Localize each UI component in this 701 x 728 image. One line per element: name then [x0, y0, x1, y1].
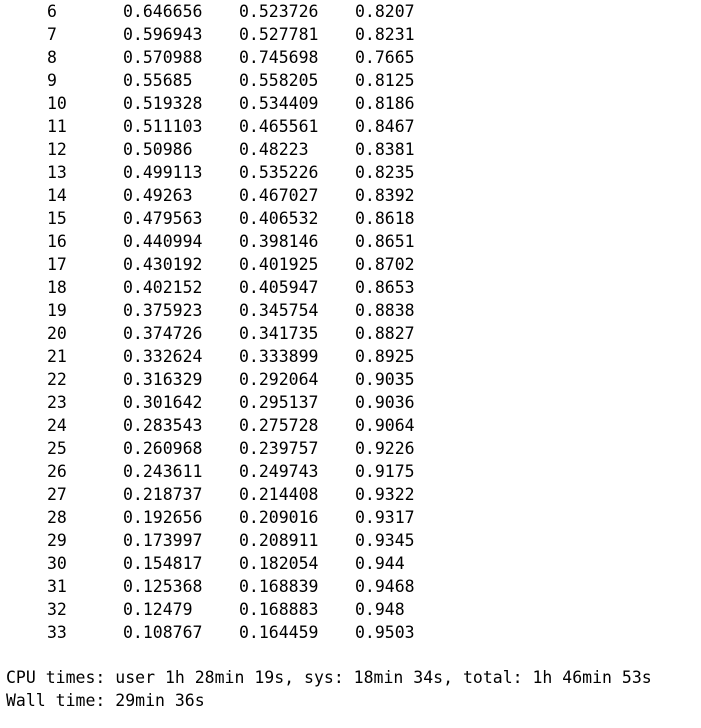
value-cell-2: 0.467027: [239, 185, 319, 205]
value-cell-3: 0.8651: [355, 231, 415, 251]
value-cell-3: 0.8207: [355, 1, 415, 21]
epoch-cell: 10: [47, 93, 67, 113]
value-cell-2: 0.527781: [239, 24, 319, 44]
epoch-cell: 12: [47, 139, 67, 159]
value-cell-1: 0.511103: [123, 116, 203, 136]
value-cell-1: 0.332624: [123, 346, 203, 366]
epoch-cell: 25: [47, 438, 67, 458]
epoch-cell: 24: [47, 415, 67, 435]
epoch-cell: 17: [47, 254, 67, 274]
value-cell-2: 0.401925: [239, 254, 319, 274]
epoch-cell: 11: [47, 116, 67, 136]
value-cell-2: 0.168839: [239, 576, 319, 596]
value-cell-1: 0.55685: [123, 70, 193, 90]
epoch-cell: 13: [47, 162, 67, 182]
value-cell-3: 0.9468: [355, 576, 415, 596]
value-cell-3: 0.8125: [355, 70, 415, 90]
epoch-cell: 26: [47, 461, 67, 481]
wall-time-text: Wall time: 29min 36s: [6, 691, 205, 710]
epoch-cell: 28: [47, 507, 67, 527]
epoch-cell: 30: [47, 553, 67, 573]
epoch-cell: 20: [47, 323, 67, 343]
value-cell-1: 0.374726: [123, 323, 203, 343]
epoch-cell: 27: [47, 484, 67, 504]
value-cell-3: 0.9317: [355, 507, 415, 527]
value-cell-2: 0.182054: [239, 553, 319, 573]
value-cell-3: 0.9226: [355, 438, 415, 458]
value-cell-2: 0.341735: [239, 323, 319, 343]
value-cell-2: 0.208911: [239, 530, 319, 550]
value-cell-1: 0.108767: [123, 622, 203, 642]
value-cell-1: 0.430192: [123, 254, 203, 274]
value-cell-1: 0.479563: [123, 208, 203, 228]
value-cell-3: 0.9175: [355, 461, 415, 481]
value-cell-2: 0.239757: [239, 438, 319, 458]
value-cell-3: 0.8381: [355, 139, 415, 159]
value-cell-3: 0.8186: [355, 93, 415, 113]
epoch-cell: 33: [47, 622, 67, 642]
value-cell-3: 0.9345: [355, 530, 415, 550]
epoch-cell: 8: [47, 47, 57, 67]
value-cell-3: 0.8838: [355, 300, 415, 320]
epoch-cell: 15: [47, 208, 67, 228]
value-cell-1: 0.570988: [123, 47, 203, 67]
cpu-times-text: CPU times: user 1h 28min 19s, sys: 18min 34s, total: 1h 46min 53s: [6, 668, 652, 687]
value-cell-3: 0.8827: [355, 323, 415, 343]
epoch-cell: 18: [47, 277, 67, 297]
value-cell-2: 0.745698: [239, 47, 319, 67]
value-cell-3: 0.9503: [355, 622, 415, 642]
value-cell-3: 0.9035: [355, 369, 415, 389]
value-cell-3: 0.9322: [355, 484, 415, 504]
value-cell-1: 0.49263: [123, 185, 193, 205]
value-cell-2: 0.523726: [239, 1, 319, 21]
value-cell-3: 0.8467: [355, 116, 415, 136]
value-cell-3: 0.9036: [355, 392, 415, 412]
value-cell-2: 0.214408: [239, 484, 319, 504]
epoch-cell: 7: [47, 24, 57, 44]
epoch-cell: 22: [47, 369, 67, 389]
value-cell-1: 0.218737: [123, 484, 203, 504]
value-cell-2: 0.164459: [239, 622, 319, 642]
value-cell-2: 0.249743: [239, 461, 319, 481]
value-cell-3: 0.944: [355, 553, 405, 573]
epoch-cell: 9: [47, 70, 57, 90]
value-cell-1: 0.243611: [123, 461, 203, 481]
value-cell-3: 0.8618: [355, 208, 415, 228]
value-cell-1: 0.260968: [123, 438, 203, 458]
epoch-cell: 32: [47, 599, 67, 619]
value-cell-2: 0.534409: [239, 93, 319, 113]
epoch-cell: 23: [47, 392, 67, 412]
value-cell-2: 0.292064: [239, 369, 319, 389]
value-cell-1: 0.192656: [123, 507, 203, 527]
value-cell-1: 0.402152: [123, 277, 203, 297]
value-cell-2: 0.406532: [239, 208, 319, 228]
value-cell-3: 0.8925: [355, 346, 415, 366]
value-cell-3: 0.8235: [355, 162, 415, 182]
value-cell-2: 0.48223: [239, 139, 309, 159]
value-cell-2: 0.398146: [239, 231, 319, 251]
value-cell-3: 0.8231: [355, 24, 415, 44]
value-cell-1: 0.125368: [123, 576, 203, 596]
value-cell-3: 0.7665: [355, 47, 415, 67]
value-cell-1: 0.375923: [123, 300, 203, 320]
value-cell-2: 0.295137: [239, 392, 319, 412]
value-cell-2: 0.209016: [239, 507, 319, 527]
value-cell-1: 0.646656: [123, 1, 203, 21]
value-cell-3: 0.8392: [355, 185, 415, 205]
value-cell-1: 0.283543: [123, 415, 203, 435]
value-cell-1: 0.440994: [123, 231, 203, 251]
epoch-cell: 14: [47, 185, 67, 205]
value-cell-1: 0.12479: [123, 599, 193, 619]
value-cell-1: 0.499113: [123, 162, 203, 182]
epoch-cell: 6: [47, 1, 57, 21]
value-cell-2: 0.168883: [239, 599, 319, 619]
epoch-cell: 31: [47, 576, 67, 596]
value-cell-1: 0.316329: [123, 369, 203, 389]
epoch-cell: 16: [47, 231, 67, 251]
value-cell-3: 0.948: [355, 599, 405, 619]
epoch-cell: 29: [47, 530, 67, 550]
value-cell-3: 0.8702: [355, 254, 415, 274]
value-cell-2: 0.345754: [239, 300, 319, 320]
value-cell-2: 0.275728: [239, 415, 319, 435]
epoch-cell: 19: [47, 300, 67, 320]
value-cell-2: 0.405947: [239, 277, 319, 297]
value-cell-2: 0.558205: [239, 70, 319, 90]
value-cell-3: 0.8653: [355, 277, 415, 297]
value-cell-1: 0.301642: [123, 392, 203, 412]
epoch-cell: 21: [47, 346, 67, 366]
value-cell-2: 0.333899: [239, 346, 319, 366]
value-cell-1: 0.519328: [123, 93, 203, 113]
value-cell-1: 0.154817: [123, 553, 203, 573]
value-cell-2: 0.535226: [239, 162, 319, 182]
value-cell-1: 0.596943: [123, 24, 203, 44]
value-cell-1: 0.50986: [123, 139, 193, 159]
value-cell-2: 0.465561: [239, 116, 319, 136]
value-cell-1: 0.173997: [123, 530, 203, 550]
value-cell-3: 0.9064: [355, 415, 415, 435]
